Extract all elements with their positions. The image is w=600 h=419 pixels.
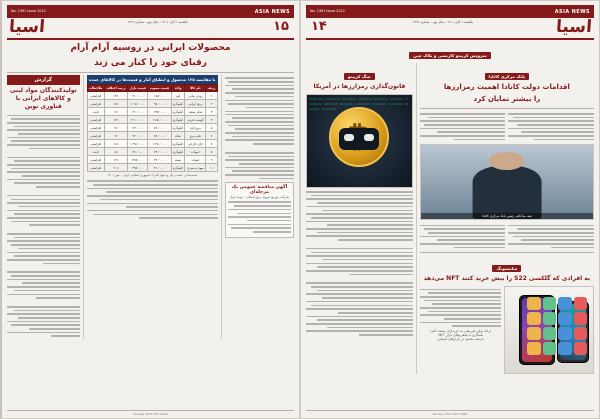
- tender-ad: [225, 182, 294, 237]
- cell: ۲۱۰٬۰۰۰: [128, 92, 148, 100]
- bitcoin-illustration: [306, 94, 413, 188]
- cell: کیلوگرم: [172, 117, 184, 122]
- cell: ۱۳٪: [104, 116, 127, 124]
- cell: ۲۴۵٬۰۰۰: [148, 108, 171, 116]
- cell: کیلوگرم: [172, 101, 184, 106]
- mask-icon: [339, 128, 379, 150]
- col-header-5: درصد اختلاف: [104, 85, 127, 92]
- price-table-caption: با مقایسه ۱۲۵ محصول و انطباق آمار و قیمت‌ها در کالاهای عمده: [87, 75, 218, 84]
- cell: کیلوگرم: [172, 165, 184, 170]
- cell: حبوبات: [185, 148, 206, 156]
- rule-left: [306, 38, 594, 40]
- cell: ۴۹۵٬۰۰۰: [128, 164, 148, 172]
- column-divider: [83, 75, 84, 339]
- cell: ۳۲۰٬۰۰۰: [148, 156, 171, 164]
- masthead-left: [306, 5, 594, 18]
- phone-story-body: [420, 286, 502, 374]
- cell: لبنیات: [185, 156, 206, 164]
- issue-info-left: No. 1391 Issue 2012: [310, 9, 345, 14]
- cell: ۹۲۰٬۰۰۰: [128, 132, 148, 140]
- table-row: [87, 100, 217, 108]
- price-table: [87, 84, 218, 172]
- cell: چای خارجی: [185, 140, 206, 148]
- page-14: [300, 0, 600, 419]
- lead-body-col-d: [420, 222, 506, 250]
- cell: مرغ تازه: [185, 124, 206, 132]
- phone-story-kicker: سامسونگ: [492, 265, 521, 272]
- left-column-headline: تولیدکنندگان مواد لبنی و کالاهای ایرانی با فناوری نوین: [9, 87, 77, 111]
- right-feature-body-mid: [225, 114, 294, 180]
- cell: افزایشی: [87, 92, 104, 100]
- phone-bullet-2: همکاری با پلتفرم‌های بازار NFT: [438, 333, 483, 338]
- cell: ۶۳۰٬۰۰۰: [128, 124, 148, 132]
- photo-person: [472, 166, 541, 219]
- cell: افزایشی: [87, 116, 104, 124]
- left-column-kicker: گزارش: [7, 75, 80, 85]
- cell: ۴۱۰٬۰۰۰: [148, 164, 171, 172]
- logo-right: آسیا: [8, 17, 46, 37]
- cell: ۱۸۵٬۰۰۰: [148, 92, 171, 100]
- column-divider: [416, 63, 417, 374]
- cell: ۱٬۸۵۰٬۰۰۰: [148, 116, 171, 124]
- cell: ۱: [206, 92, 218, 100]
- table-body: [87, 92, 217, 172]
- cell: کیلوگرم: [172, 141, 184, 146]
- right-left-column: [7, 75, 80, 339]
- issue-info-right: No. 1391 Issue 2012: [11, 9, 46, 14]
- cell: ۹۸۰٬۰۰۰: [148, 100, 171, 108]
- crypto-kicker-wrap: [306, 63, 413, 82]
- cell: افزایشی: [87, 132, 104, 140]
- phone-bullet-1: ارائه توکن غیرمثلی به خریداران نسخه آلترا: [430, 329, 491, 334]
- cell: افزایشی: [87, 140, 104, 148]
- cell: ۱۰: [206, 164, 218, 172]
- phone-art-wrap: [504, 286, 594, 374]
- col-header-4: قیمت بازار: [129, 86, 146, 91]
- lead-kicker-wrap: [420, 63, 594, 82]
- table-row: [87, 124, 217, 132]
- phone-bullet-3: عرضه محدود در بازارهای آسیایی: [437, 337, 484, 342]
- phone-story-headline: به افرادی که گلکسی S22 را بیش خرید کنند NFT می‌دهد: [423, 275, 591, 283]
- binary-backdrop: 01001010 11001010 10110010 01101101 00101110 11010011 01100101 10011010 01011011 10010110 01101001 11000101 00110101 10101100: [309, 97, 409, 112]
- topline-left: [306, 18, 594, 36]
- cell: کیلوگرم: [172, 149, 184, 154]
- col-header-0: ردیف: [207, 86, 216, 91]
- phone-illustration: [504, 286, 594, 374]
- cell: ۱۸٪: [104, 140, 127, 148]
- cell: ۷: [206, 140, 218, 148]
- cell: ثابت: [87, 148, 104, 156]
- price-table-column: [87, 75, 218, 339]
- cell: ۵۹۰٬۰۰۰: [148, 124, 171, 132]
- lead-body-col-a: [508, 111, 594, 143]
- page-number-right: ۱۵: [273, 19, 289, 34]
- lead-body-col-c: [508, 222, 594, 250]
- tender-ad-sub: شرکت توزیع نیروی برق استان - نوبت اول: [229, 195, 290, 200]
- divider: [225, 111, 294, 112]
- lead-kicker: بانک مرکزی کانادا: [485, 73, 530, 80]
- col-header-2: واحد: [171, 85, 185, 92]
- crypto-body: [306, 191, 413, 336]
- cell: ۴: [206, 116, 218, 124]
- cell: تخم مرغ: [185, 132, 206, 140]
- brand-right: ASIA NEWS: [254, 8, 290, 15]
- topline-right: [7, 18, 294, 36]
- table-followup-body: [87, 180, 218, 218]
- cell: ثابت: [87, 108, 104, 116]
- table-row: [87, 92, 217, 100]
- cell: ۲٬۱۰۰٬۰۰۰: [128, 116, 148, 124]
- cell: ۲: [206, 100, 218, 108]
- cell: افزایشی: [87, 100, 104, 108]
- cell: لیتر: [171, 92, 185, 100]
- table-row: [87, 156, 217, 164]
- cell: ۳۶۵٬۰۰۰: [128, 156, 148, 164]
- masthead-right: [7, 5, 294, 18]
- crypto-column: [306, 63, 413, 374]
- lead-headline-line1: اقدامات دولت کانادا اهمیت رمزارزها: [443, 83, 570, 91]
- divider: [7, 72, 294, 73]
- cell: ۲۶۰٬۰۰۰: [128, 108, 148, 116]
- cell: روغن نباتی: [185, 92, 206, 100]
- rule-right: [7, 38, 294, 40]
- left-page-columns: [306, 63, 594, 374]
- cell: ۱۷٪: [104, 100, 127, 108]
- cell: ۸: [206, 148, 218, 156]
- cell: ۳: [206, 108, 218, 116]
- page-number-left: ۱۴: [311, 19, 327, 34]
- crypto-kicker: جنگ کریپتو: [344, 73, 375, 80]
- table-row: [87, 140, 217, 148]
- cell: ۲۰٪: [104, 164, 127, 172]
- lead-photo-caption: تیف مک‌کلم، رئیس بانک مرکزی کانادا: [421, 213, 593, 219]
- cell: ۵: [206, 124, 218, 132]
- right-feature-body-top: [225, 77, 294, 108]
- cell: بسته: [171, 156, 185, 164]
- dateline-right: یکشنبه ۱ آبان ۱۴۰۱ - سال نهم - شماره ۱۳۹۱: [127, 20, 188, 24]
- brand-left: ASIA NEWS: [554, 8, 590, 15]
- right-lead-headline-line2: رقبای خود را کنار می زند: [94, 58, 207, 69]
- dateline-left: یکشنبه ۱ آبان ۱۴۰۱ - سال نهم - شماره ۱۳۹۱: [412, 20, 474, 24]
- cell: کیلوگرم: [172, 125, 184, 130]
- footer-right: Sunday 23rd OCT 2022: [7, 410, 294, 416]
- table-row: [87, 108, 217, 116]
- lead-photo: [420, 144, 594, 220]
- logo-left: آسیا: [555, 17, 593, 37]
- lead-headline-line2: را بیشتر نمایان کرد: [473, 95, 541, 104]
- tender-ad-title: آگهی مناقصه عمومی یک مرحله‌ای: [231, 185, 288, 196]
- col-header-6: ملاحظات: [89, 86, 103, 91]
- left-column-body: [7, 115, 80, 338]
- cell: ۷٪: [104, 124, 127, 132]
- cell: ۱٬۲۵۰٬۰۰۰: [148, 140, 171, 148]
- crypto-headline: قانون‌گذاری رمزارزها در آمریکا: [313, 83, 406, 90]
- lead-body-col-b: [420, 111, 506, 143]
- phone-kicker-wrap: [420, 255, 594, 274]
- cell: ۷۳۰٬۰۰۰: [148, 148, 171, 156]
- table-header-row: [87, 85, 217, 92]
- cell: ۱٬۱۵۰٬۰۰۰: [128, 100, 148, 108]
- cell: افزایشی: [87, 164, 104, 172]
- cell: ۱۴٪: [104, 156, 127, 164]
- divider: [420, 108, 594, 109]
- right-lead-headline-line1: محصولات ایرانی در روسیه آرام آرام: [70, 43, 231, 53]
- section-kicker: سرویس کریپتو کارنسی و بلاک چین: [409, 52, 490, 59]
- cell: ۱٬۴۸۰٬۰۰۰: [128, 140, 148, 148]
- lead-story-column: [420, 63, 594, 374]
- cell: شانه: [171, 132, 185, 140]
- section-kicker-wrap: [306, 42, 594, 61]
- cell: برنج ایرانی: [185, 100, 206, 108]
- cell: افزایشی: [87, 156, 104, 164]
- table-row: [87, 116, 217, 124]
- cell: ۹٪: [104, 132, 127, 140]
- col-header-1: نام کالا: [185, 85, 206, 92]
- cell: کیلوگرم: [172, 109, 184, 114]
- footer-left: Sunday 23rd OCT 2022: [306, 410, 594, 416]
- right-feature-column: [225, 75, 294, 339]
- cell: ۹: [206, 156, 218, 164]
- divider: [420, 252, 594, 253]
- cell: ۱۳٪: [104, 92, 127, 100]
- col-header-3: قیمت مصوب: [148, 85, 171, 92]
- cell: ۶٪: [104, 108, 127, 116]
- cell: ۷۹۰٬۰۰۰: [128, 148, 148, 156]
- price-table-note: قیمت‌ها بر حسب ریال و منبع: گمرک جمهوری اسلامی ایران - مهر ۱۴۰۱: [107, 173, 197, 178]
- cell: ۸۴۰٬۰۰۰: [148, 132, 171, 140]
- table-row: [87, 148, 217, 156]
- cell: افزایشی: [87, 124, 104, 132]
- app-icon-grid: [527, 297, 587, 363]
- cell: گوشت قرمز: [185, 116, 206, 124]
- column-divider: [221, 75, 222, 339]
- table-row: [87, 132, 217, 140]
- table-row: [87, 164, 217, 172]
- cell: ۸٪: [104, 148, 127, 156]
- cell: ۶: [206, 132, 218, 140]
- right-page-columns: [7, 75, 294, 339]
- cell: شکر سفید: [185, 108, 206, 116]
- cell: میوه و سبزی: [185, 164, 206, 172]
